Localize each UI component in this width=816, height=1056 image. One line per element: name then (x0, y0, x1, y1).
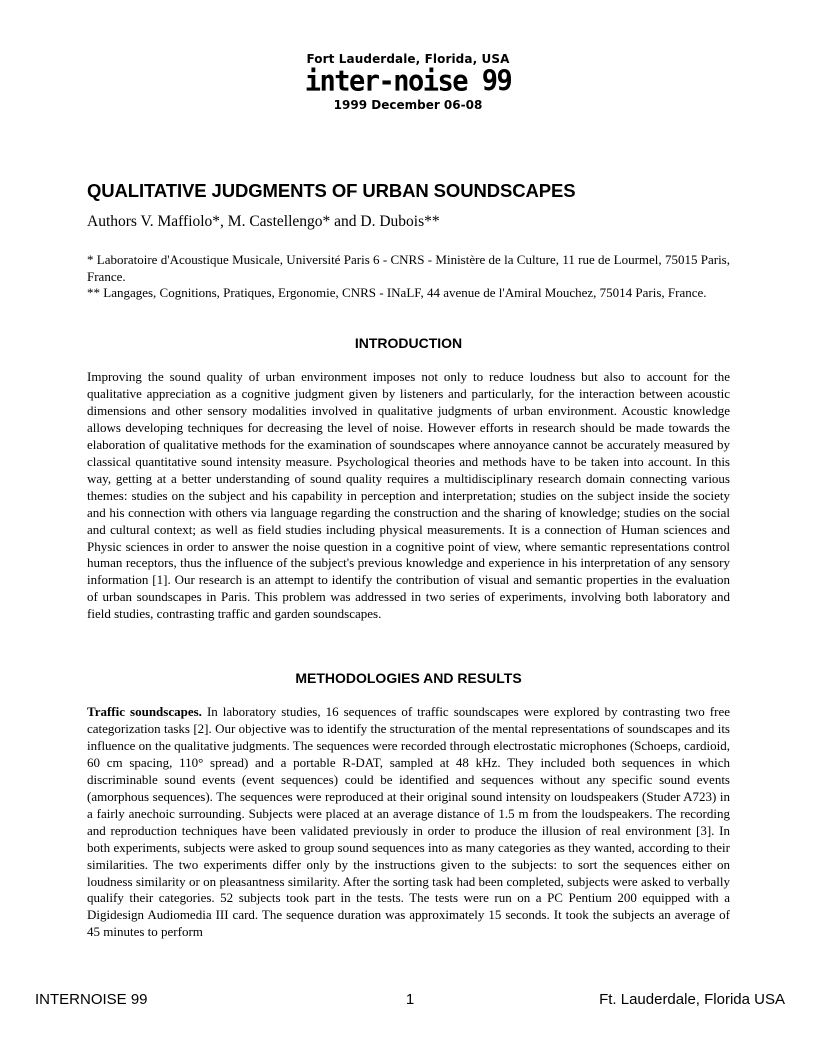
paper-authors: Authors V. Maffiolo*, M. Castellengo* and D. Dubois** (87, 213, 440, 230)
footer-page-number: 1 (405, 991, 415, 1008)
conference-header (0, 52, 816, 112)
footer-left: INTERNOISE 99 (35, 991, 148, 1008)
affiliation-1: * Laboratoire d'Acoustique Musicale, Université Paris 6 - CNRS - Ministère de la Culture, 11 rue de Lourmel, 75015 Paris, France. (87, 252, 730, 284)
introduction-heading: INTRODUCTION (354, 335, 463, 351)
paper-title: QUALITATIVE JUDGMENTS OF URBAN SOUNDSCAPES (87, 180, 576, 201)
affiliation-2: ** Langages, Cognitions, Pratiques, Ergonomie, CNRS - INaLF, 44 avenue de l'Amiral Mouchez, 75014 Paris, France. (87, 285, 707, 300)
introduction-paragraph: Improving the sound quality of urban environment imposes not only to reduce loudness but also to account for the qualitative appreciation as a cognitive judgment given by listeners and particularly, for the interaction between acoustic dimensions and other sensory modalities involved in qualitative judgments of urban environment. Acoustic knowledge allows developing techniques for decreasing the level of noise. However efforts in research should be made towards the elaboration of qualitative methods for the examination of soundscapes where annoyance cannot be accurately measured by classical quantitative sound intensity measure. Psychological theories and methods have to be taken into account. In this way, getting at a better understanding of sound quality requires a multidisciplinary research domain connecting various themes: studies on the subject and his capability in perception and interpretation; studies on the subject inside the society and his connection with others via language regarding the construction and the sharing of knowledge; studies on the social and cultural context; as well as field studies including physical measurements. It is a connection of Human sciences and Physic sciences in order to answer the noise question in a cognitive point of view, where semantic representations control human receptors, thus the influence of the subject's previous knowledge and experience in his interpretation of any sensory information [1]. Our research is an attempt to identify the contribution of visual and semantic properties in the evaluation of urban soundscapes in Paris. This problem was addressed in two series of experiments, involving both laboratory and field studies, contrasting traffic and garden soundscapes. (87, 369, 730, 622)
traffic-lead: Traffic soundscapes. (87, 704, 202, 719)
footer-right: Ft. Lauderdale, Florida USA (599, 991, 785, 1008)
conference-location: Fort Lauderdale, Florida, USA (306, 52, 510, 66)
conference-dates: 1999 December 06-08 (333, 98, 483, 112)
conference-logo: inter-noise 99 (304, 65, 512, 98)
page-footer (35, 991, 785, 1011)
affiliations (87, 252, 730, 302)
methodologies-heading: METHODOLOGIES AND RESULTS (295, 670, 522, 686)
traffic-paragraph (87, 704, 730, 941)
traffic-text: In laboratory studies, 16 sequences of traffic soundscapes were explored by contrasting two free categorization tasks [2]. Our objective was to identify the structuration of the mental representations of soundscapes and its influence on the qualitative judgments. The sequences were recorded through electrostatic microphones (Schoeps, cardioid, 60 cm spacing, 110° spread) and a portable R-DAT, sampled at 48 kHz. They included both sequences in which discriminable sound events (event sequences) could be identified and sequences without any specific sound events (amorphous sequences). The sequences were reproduced at their original sound intensity on loudspeakers (Studer A723) in a fairly anechoic surrounding. Subjects were placed at an average distance of 1.5 m from the loudspeakers. The recording and reproduction techniques have been validated previously in order to produce the illusion of real environment [3]. In both experiments, subjects were asked to group sound sequences into as many categories as they wanted, according to their similarities. The two experiments differ only by the instructions given to the subjects: to sort the sequences either on loudness similarity or on pleasantness similarity. After the sorting task had been completed, subjects were asked to verbally qualify their categories. 52 subjects took part in the tests. The tests were run on a PC Pentium 200 equipped with a Digidesign Audiomedia III card. The sequence duration was approximately 15 seconds. It took the subjects an average of 45 minutes to perform (87, 704, 730, 940)
